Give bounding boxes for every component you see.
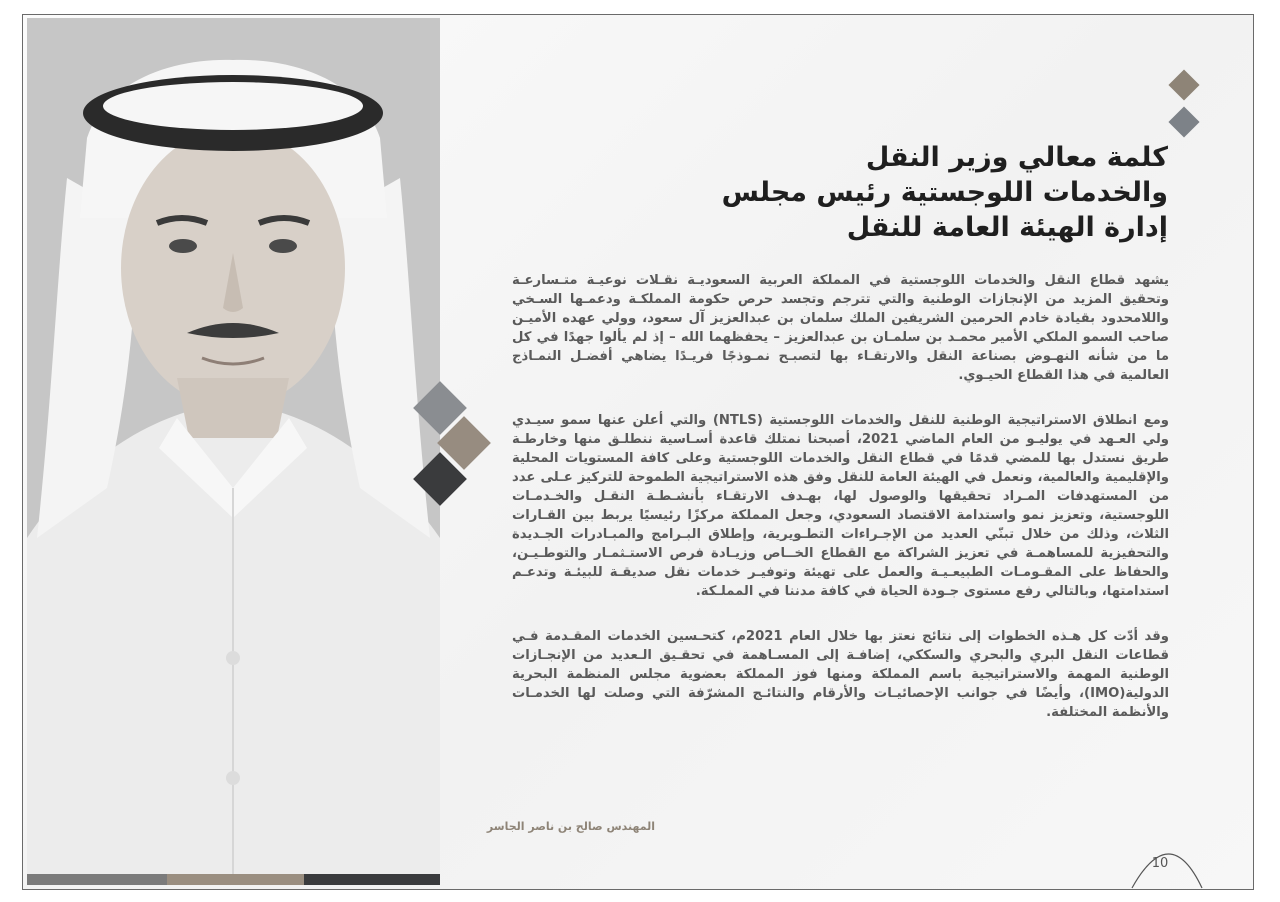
bottom-strip-taupe xyxy=(167,874,304,885)
body-paragraph: وقد أدّت كل هـذه الخطوات إلى نتائج نعتز بها خلال العام 2021م، كتحـسين الخدمات المقـدمة فـي قطاعات النقل البري والبحري والسككي، إضافـة إلى المسـاهمة في تحقـيق الـعديد من الإنجـازات الوطنية المهمة والاستراتيجية باسم المملكة ومنها فوز المملكة بعضوية مجلس المنظمة البحرية الدولية(IMO)، وأيضًا في جوانب الإحصائيـات والأرقام والنتائـج المشرّفة التي وصلت لها الخدمـات والأنظمة المختلفة. xyxy=(512,629,1169,720)
title-line: إدارة الهيئة العامة للنقل xyxy=(846,212,1168,243)
bottom-strip-gray xyxy=(27,874,167,885)
bottom-strip-dark xyxy=(304,874,440,885)
body-paragraph: يشهد قطاع النقل والخدمات اللوجستية في المملكة العربية السعوديـة نقـلات نوعيـة متـسارعـة وتحقيق المزيد من الإنجازات الوطنية والتي تترجم وتجسد حرص حكومة المملكـة ودعمـها السـخي واللامحدود بقيادة خادم الحرمين الشريفين الملك سلمان بن عبدالعزيز آل سعود، وولي عهده الأميـن صاحب السمو الملكي الأمير محمـد بن سلمـان بن عبدالعزيز – يحفظهما الله – إذ لم يألوا جهدًا في كل ما من شأنه النهـوض بصناعة النقل والارتقـاء بها لتصبـح نمـوذجًا فريـدًا يضاهي أفضـل النمـاذج العالمية في هذا القطاع الحيـوي. xyxy=(512,273,1169,383)
body-text xyxy=(512,271,1169,748)
portrait-photo xyxy=(27,18,440,875)
page-number: 10 xyxy=(1151,856,1169,871)
signature-name: المهندس صالح بن ناصر الجاسر xyxy=(486,820,655,833)
page-title xyxy=(708,140,1168,245)
title-line: والخدمات اللوجستية رئيس مجلس xyxy=(721,177,1168,208)
body-paragraph: ومع انطلاق الاستراتيجية الوطنية للنقل والخدمات اللوجستية (NTLS) والتي أعلن عنها سمو سيـدي ولي العـهد في يوليـو من العام الماضي 2021، أصبحنا نمتلك قاعدة أسـاسية ننطلـق منها وخارطـة طريق نستدل بها للمضي قدمًا في قطاع النقل والخدمات اللوجستية وعلى كافة المستويات المحلية والإقليمية والعالمية، ونعمل في الهيئة العامة للنقل وفق هذه الاستراتيجية الطموحة للتركيز عـلى عدد من المستهدفات المـراد تحقيقها والوصول لها، بهـدف الارتقـاء بأنشـطـة النقـل والخـدمـات اللوجستية، وتعزيز نمو واستدامة الاقتصاد السعودي، وجعل المملكة مركزًا رئيسيًا يربط بين القـارات الثلاث، وذلك من خلال تبنّي العديد من الإجـراءات التطـويرية، وإطلاق البـرامج والمبـادرات الجـديدة والتحفيزية للمساهمـة في تعزيز الشراكة مع القطاع الخــاص وزيـادة فرص الاستـثمـار والتوطـيـن، والحفاظ على المقـومـات الطبيعـيـة والعمل على تهيئة وتوفيـر خدمات نقل صديقـة للبيئـة وتدعـم استدامتها، وبالتالي رفع مستوى جـودة الحياة في كافة مدننا في المملـكة. xyxy=(512,413,1169,599)
title-line: كلمة معالي وزير النقل xyxy=(865,142,1168,173)
